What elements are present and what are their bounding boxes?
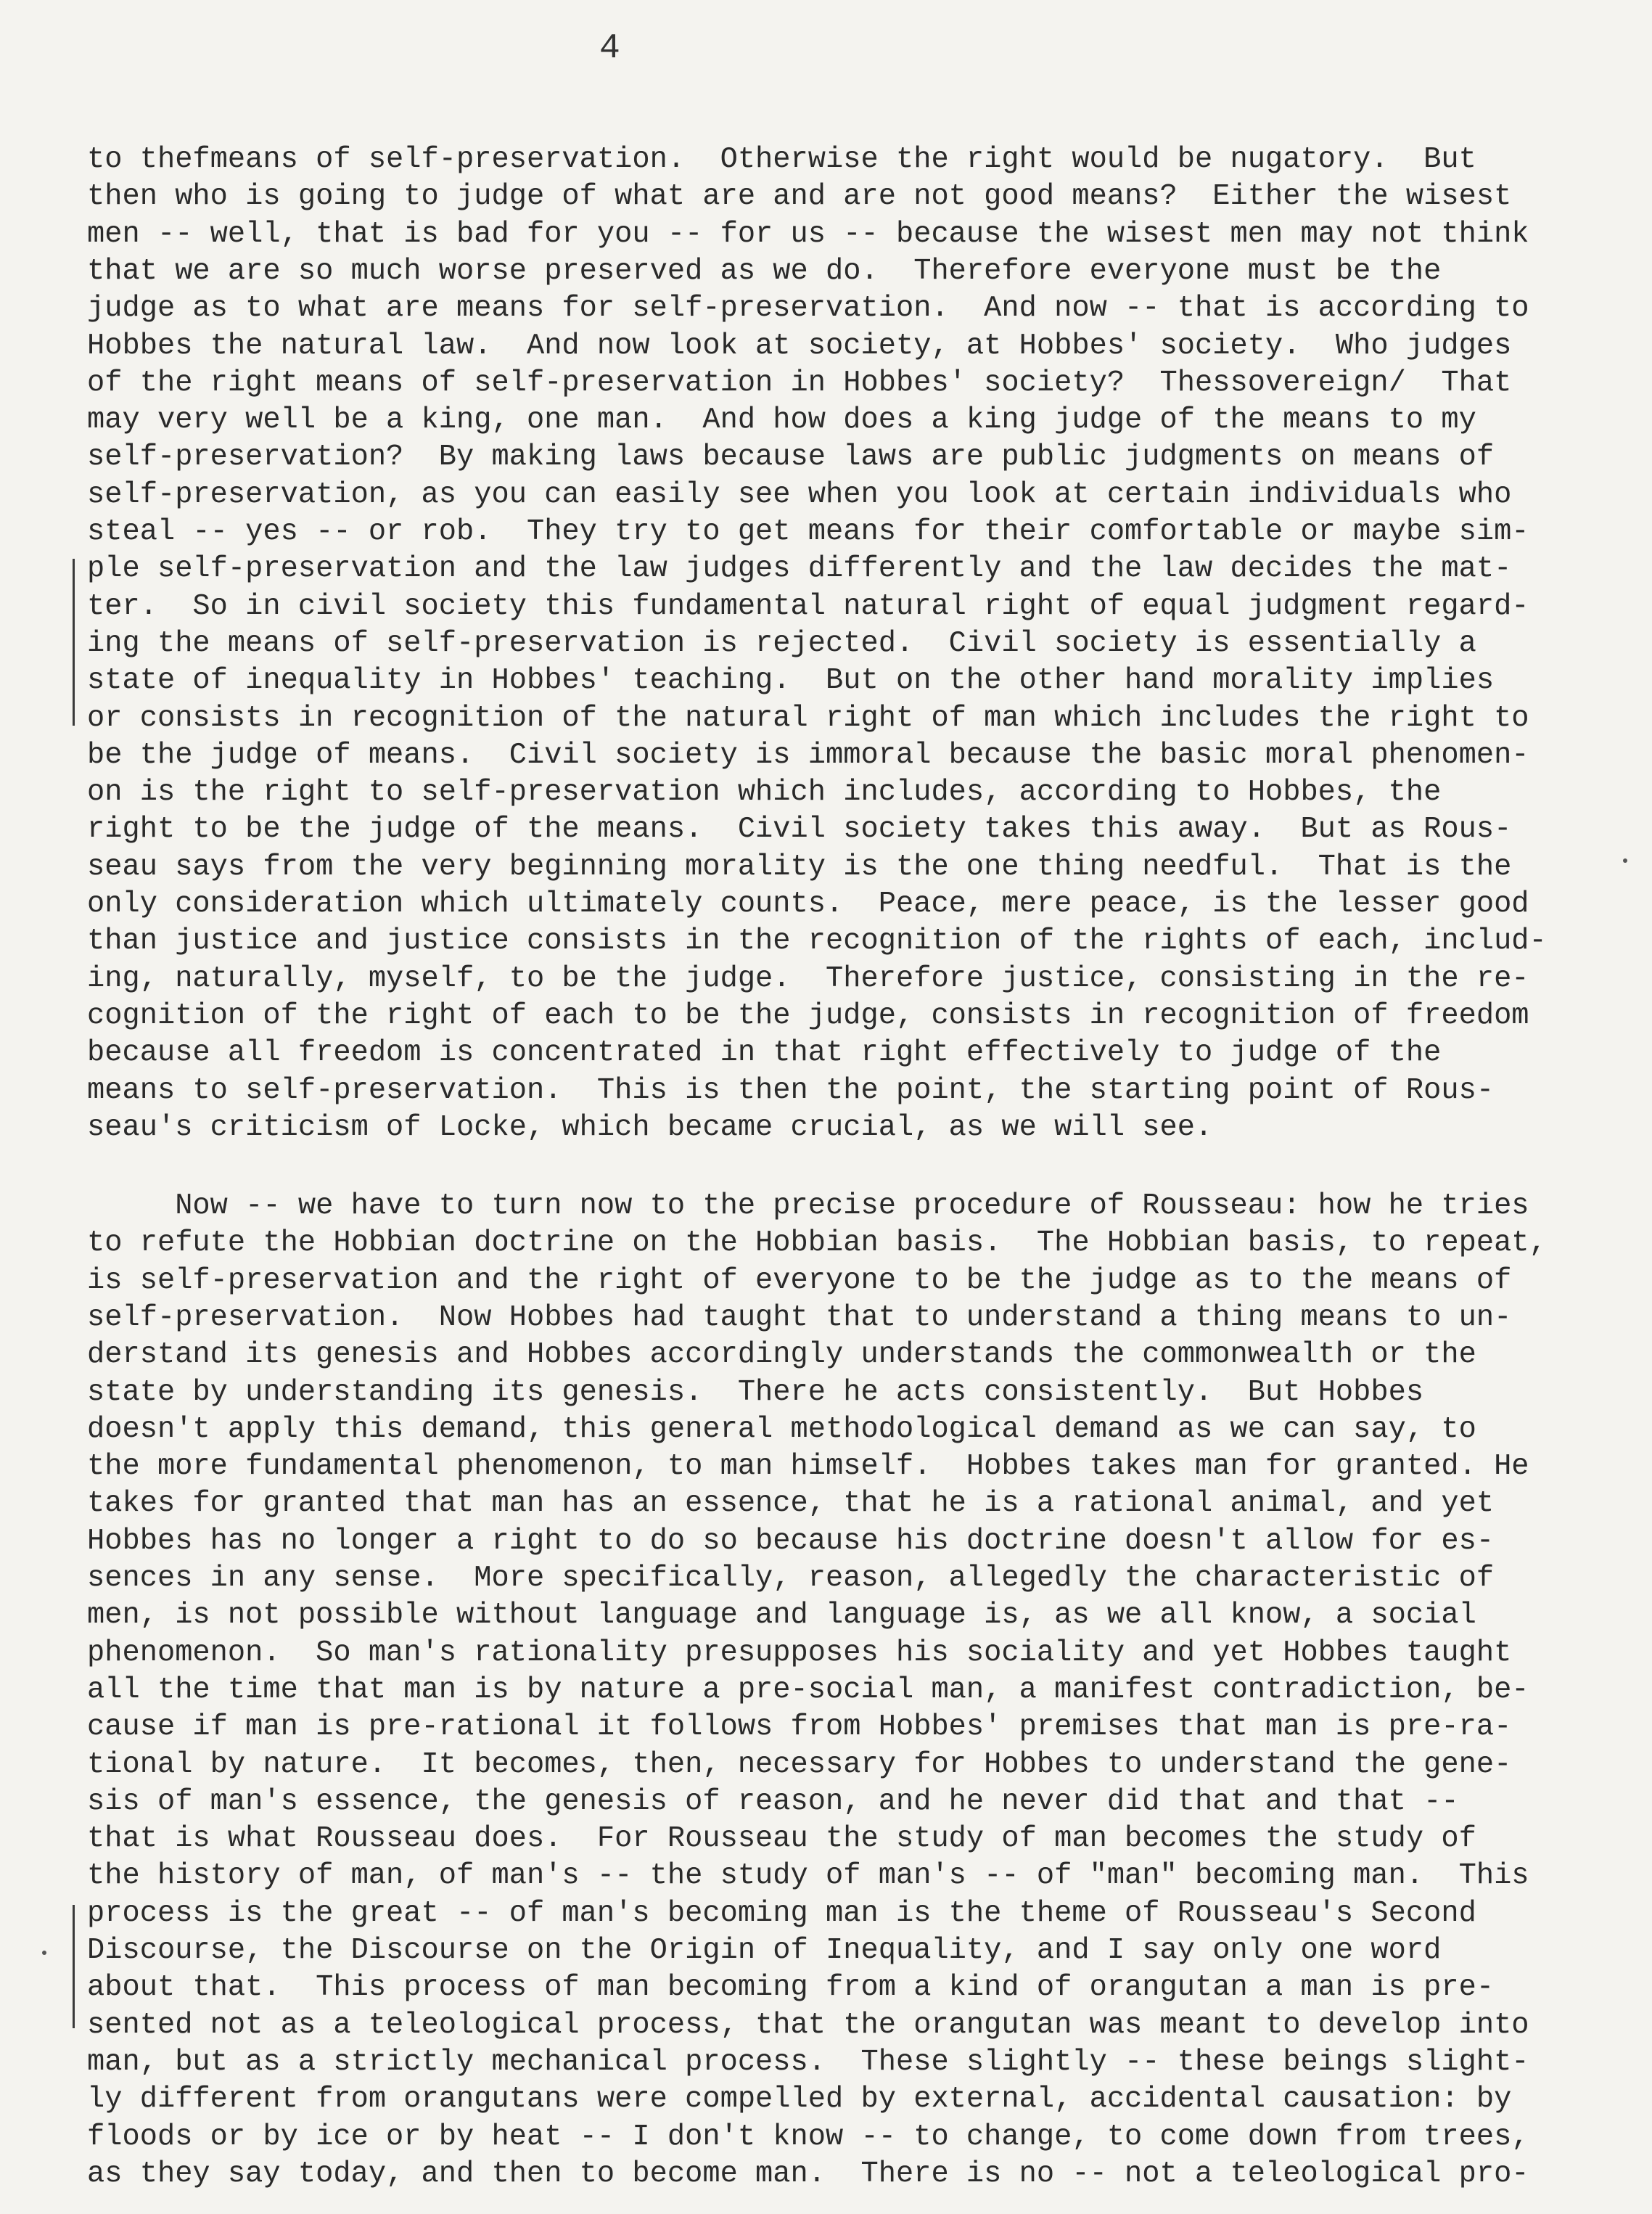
text-line: cause if man is pre-rational it follows from Hobbes' premises that man is pre-ra- (87, 1710, 1512, 1744)
text-line: state of inequality in Hobbes' teaching. But on the other hand morality implies (87, 664, 1495, 698)
text-line: ing, naturally, myself, to be the judge. Therefore justice, consisting in the re- (87, 962, 1529, 996)
text-line: phenomenon. So man's rationality presupposes his sociality and yet Hobbes taught (87, 1636, 1512, 1670)
margin-line-1 (73, 559, 75, 726)
text-line: man, but as a strictly mechanical process. These slightly -- these beings slight- (87, 2045, 1529, 2079)
text-line: self-preservation? By making laws because laws are public judgments on means of (87, 440, 1495, 475)
text-line: self-preservation, as you can easily see when you look at certain individuals who (87, 477, 1512, 512)
text-line: self-preservation. Now Hobbes had taught that to understand a thing means to un- (87, 1300, 1512, 1334)
text-line: or consists in recognition of the natural right of man which includes the right to (87, 701, 1529, 735)
text-line: then who is going to judge of what are and are not good means? Either the wisest (87, 180, 1512, 214)
text-line: ing the means of self-preservation is rejected. Civil society is essentially a (87, 626, 1476, 660)
text-line: doesn't apply this demand, this general methodological demand as we can say, to (87, 1412, 1476, 1446)
text-line: only consideration which ultimately counts. Peace, mere peace, is the lesser good (87, 887, 1529, 921)
text-line: to thefmeans of self-preservation. Otherwise the right would be nugatory. But (87, 143, 1476, 176)
text-line: process is the great -- of man's becoming man is the theme of Rousseau's Second (87, 1896, 1476, 1930)
text-line: may very well be a king, one man. And how does a king judge of the means to my (87, 403, 1476, 438)
margin-mark-dot-right (1623, 858, 1627, 863)
text-line: than justice and justice consists in the recognition of the rights of each, includ- (87, 924, 1547, 959)
text-line: that is what Rousseau does. For Rousseau the study of man becomes the study of (87, 1822, 1476, 1856)
text-line: because all freedom is concentrated in that right effectively to judge of the (87, 1036, 1442, 1070)
text-line: derstand its genesis and Hobbes accordingly understands the commonwealth or the (87, 1338, 1476, 1372)
text-line: Discourse, the Discourse on the Origin of Inequality, and I say only one word (87, 1934, 1442, 1967)
text-line: seau says from the very beginning morality is the one thing needful. That is the (87, 850, 1512, 884)
text-line: all the time that man is by nature a pre-social man, a manifest contradiction, be- (87, 1673, 1529, 1707)
text-line: tional by nature. It becomes, then, necessary for Hobbes to understand the gene- (87, 1747, 1512, 1782)
text-line: that we are so much worse preserved as we do. Therefore everyone must be the (87, 254, 1442, 288)
text-line: ter. So in civil society this fundamental natural right of equal judgment regard- (87, 589, 1529, 623)
text-line: Hobbes has no longer a right to do so because his doctrine doesn't allow for es- (87, 1524, 1495, 1558)
text-line: men, is not possible without language and language is, as we all know, a social (87, 1599, 1476, 1633)
text-line: about that. This process of man becoming from a kind of orangutan a man is pre- (87, 1971, 1495, 2005)
text-line: cognition of the right of each to be the judge, consists in recognition of freedom (87, 999, 1529, 1033)
text-line: right to be the judge of the means. Civil society takes this away. But as Rous- (87, 813, 1512, 847)
text-line: as they say today, and then to become man. There is no -- not a teleological pro- (87, 2157, 1529, 2191)
text-line: sences in any sense. More specifically, reason, allegedly the characteristic of (87, 1562, 1495, 1595)
text-line: be the judge of means. Civil society is immoral because the basic moral phenomen- (87, 738, 1529, 772)
text-line: the more fundamental phenomenon, to man himself. Hobbes takes man for granted. He (87, 1450, 1529, 1484)
text-line: the history of man, of man's -- the study of man's -- of "man" becoming man. This (87, 1859, 1529, 1893)
text-line: of the right means of self-preservation in Hobbes' society? Thessovereign/ That (87, 366, 1512, 400)
text-line: to refute the Hobbian doctrine on the Hobbian basis. The Hobbian basis, to repeat, (87, 1226, 1547, 1260)
text-line: means to self-preservation. This is then the point, the starting point of Rous- (87, 1073, 1495, 1107)
text-line: state by understanding its genesis. There he acts consistently. But Hobbes (87, 1375, 1424, 1409)
text-line: sis of man's essence, the genesis of reason, and he never did that and that -- (87, 1784, 1459, 1819)
text-line: Hobbes the natural law. And now look at society, at Hobbes' society. Who judges (87, 329, 1512, 363)
margin-line-2 (73, 1905, 75, 2028)
text-line: steal -- yes -- or rob. They try to get means for their comfortable or maybe sim- (87, 515, 1529, 549)
text-line: sented not as a teleological process, that the orangutan was meant to develop into (87, 2008, 1529, 2042)
text-line: ly different from orangutans were compelled by external, accidental causation: by (87, 2083, 1512, 2117)
page-number: 4 (599, 29, 620, 68)
text-line: Now -- we have to turn now to the precise procedure of Rousseau: how he tries (87, 1189, 1529, 1223)
text-line: takes for granted that man has an essence, that he is a rational animal, and yet (87, 1487, 1495, 1521)
text-line: floods or by ice or by heat -- I don't know -- to change, to come down from trees, (87, 2120, 1529, 2154)
text-line: is self-preservation and the right of everyone to be the judge as to the means of (87, 1263, 1512, 1297)
text-line: ple self-preservation and the law judges differently and the law decides the mat- (87, 552, 1512, 586)
text-line: men -- well, that is bad for you -- for us -- because the wisest men may not think (87, 217, 1529, 251)
text-line: seau's criticism of Locke, which became crucial, as we will see. (87, 1110, 1213, 1144)
text-line: on is the right to self-preservation which includes, according to Hobbes, the (87, 776, 1442, 810)
text-line: judge as to what are means for self-preservation. And now -- that is according to (87, 292, 1529, 326)
margin-mark-dot (42, 1951, 46, 1955)
